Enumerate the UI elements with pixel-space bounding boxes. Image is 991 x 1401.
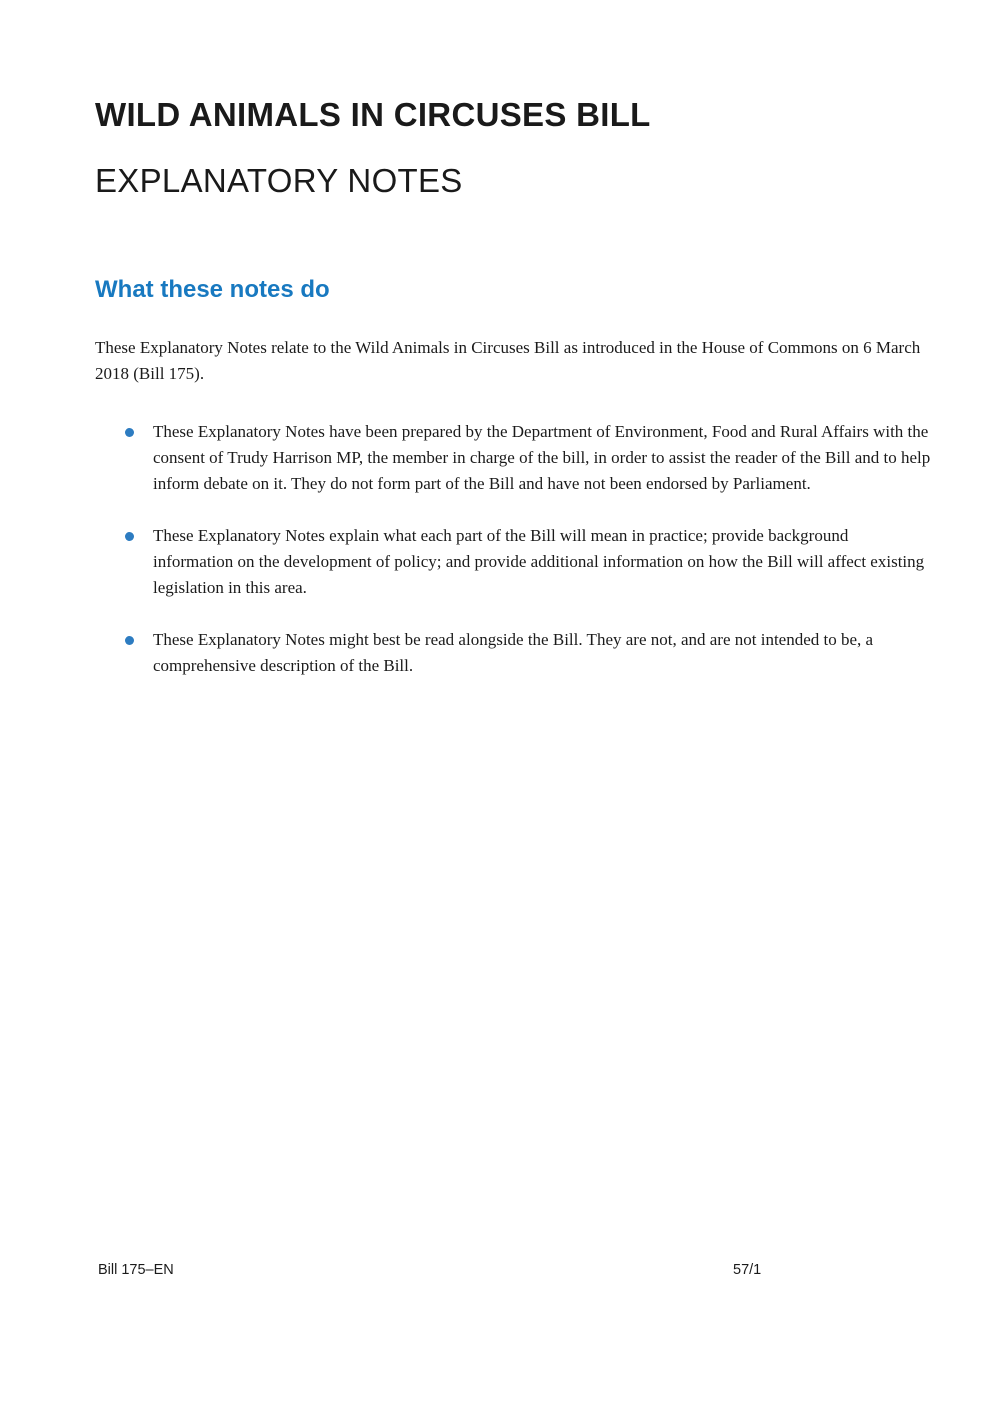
section-heading: What these notes do xyxy=(95,276,330,304)
bullet-list xyxy=(95,419,931,679)
bullet-icon xyxy=(125,636,134,645)
bullet-item xyxy=(125,523,931,601)
document-content xyxy=(95,95,931,705)
bullet-text: These Explanatory Notes have been prepared by the Department of Environment, Food and Rural Affairs with the consent of Trudy Harrison MP, the member in charge of the bill, in order to assist the reader of the Bill and to help inform debate on it. They do not form part of the Bill and have not been endorsed by Parliament. xyxy=(153,421,931,493)
bullet-item xyxy=(125,419,931,497)
bullet-text: These Explanatory Notes might best be read alongside the Bill. They are not, and are not intended to be, a comprehensive description of the Bill. xyxy=(153,629,874,675)
document-title: WILD ANIMALS IN CIRCUSES BILL xyxy=(95,96,651,133)
intro-paragraph: These Explanatory Notes relate to the Wild Animals in Circuses Bill as introduced in the House of Commons on 6 March 2018 (Bill 175). xyxy=(95,337,921,383)
bullet-item xyxy=(125,627,931,679)
bullet-icon xyxy=(125,532,134,541)
footer-page-number: 57/1 xyxy=(733,1262,762,1278)
document-subtitle: EXPLANATORY NOTES xyxy=(95,161,463,199)
bullet-icon xyxy=(125,428,134,437)
bullet-text: These Explanatory Notes explain what each part of the Bill will mean in practice; provide background information on the development of policy; and provide additional information on how the Bill will affect existing legislation in this area. xyxy=(153,525,925,597)
footer-bill-reference: Bill 175–EN xyxy=(98,1262,174,1278)
page-footer xyxy=(0,1262,991,1284)
